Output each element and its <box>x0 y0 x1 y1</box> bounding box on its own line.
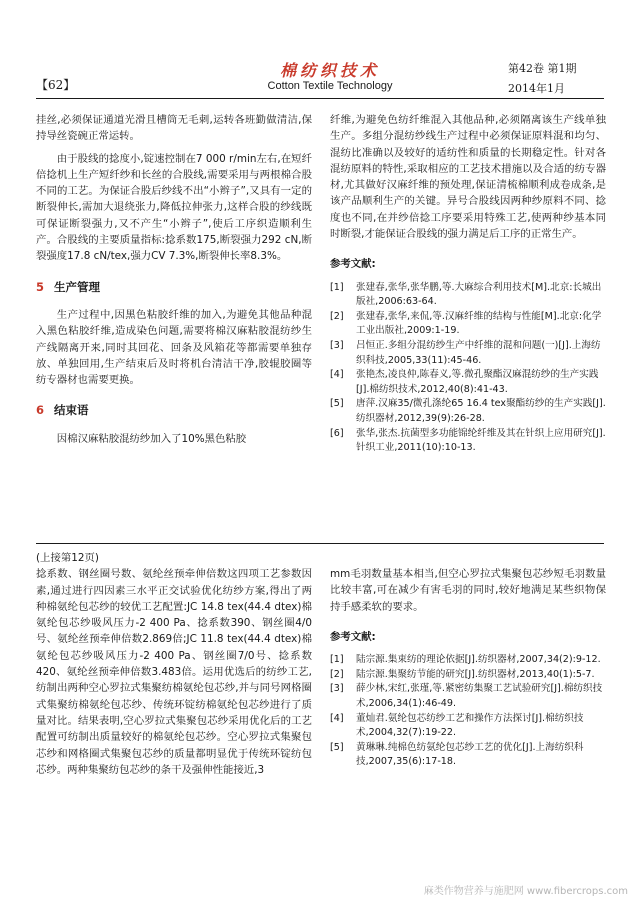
reference-item <box>330 368 606 397</box>
section-title: 生产管理 <box>54 279 101 294</box>
section-heading-5 <box>36 279 312 295</box>
reference-text: 黄琳琳.纯棉色纺氨纶包芯纱工艺的优化[J].上海纺织科技,2007,35(6):17-18. <box>356 741 584 768</box>
reference-text: 唐萍.汉麻35/微孔涤纶65 16.4 tex聚酯纺纱的生产实践[J].纺织器材,2012,39(9):26-28. <box>356 398 606 425</box>
reference-number: [5] <box>330 398 344 410</box>
reference-text: 张建春,张华,张华鹏,等.大麻综合利用技术[M].北京:长城出版社,2006:63-64. <box>356 281 602 308</box>
continuation-note: (上接第12页) <box>36 552 99 564</box>
reference-text: 张建春,张华,来侃,等.汉麻纤维的结构与性能[M].北京:化学工业出版社,2009:1-19. <box>356 310 602 337</box>
reference-text: 张华,张杰.抗菌型多功能锦纶纤维及其在针织上应用研究[J].针织工业,2011(10):10-13. <box>356 427 606 454</box>
reference-item <box>330 682 606 711</box>
section-heading-6 <box>36 402 312 418</box>
reference-list <box>330 653 606 770</box>
references-heading: 参考文献: <box>330 630 376 643</box>
reference-item <box>330 668 606 683</box>
section-title: 结束语 <box>54 403 89 418</box>
reference-item <box>330 281 606 310</box>
reference-item <box>330 397 606 426</box>
reference-text: 陆宗源.集聚纺节能的研究[J].纺织器材,2013,40(1):5-7. <box>356 668 595 680</box>
reference-number: [3] <box>330 683 344 695</box>
top-right-column <box>330 112 606 456</box>
paragraph: 生产过程中,因黑色粘胶纤维的加入,为避免其他品种混入黑色粘胶纤维,造成染色问题,需要将棉汉麻粘胶混纺纱生产线隔离开来,同时其回花、回条及风箱花等都需要单独存放、单独回用,生产结束后及时将机台清洁干净,胶辊胶圈等纺专器材也需要更换。 <box>36 308 312 387</box>
reference-text: 张艳杰,凌良仲,陈春义,等.微孔聚酯汉麻混纺纱的生产实践[J].棉纺织技术,2012,40(8):41-43. <box>356 369 599 395</box>
paragraph: 纤维,为避免色纺纤维混入其他品种,必须隔离该生产线单独生产。多组分混纺纱线生产过程中必须保证原料混和均匀、混纺比准确以及较好的适纺性和质量的长期稳定性。针对各混纺原料的特性,采取相应的工艺技术措施以及合适的纺专器材,尤其做好汉麻纤维的预处理,保证清梳棉顺利成卷成条,是该产品顺利生产的关键。异号合股线因两种纱原料不同、捻度也不同,在并纱倍捻工序要采用特殊工艺,使两种纱基本同时断裂,才能保证合股线的强力满足后工序的正常生产。 <box>330 114 606 241</box>
watermark: 麻类作物营养与施肥网 www.fibercrops.com <box>423 886 628 897</box>
reference-number: [3] <box>330 340 344 352</box>
section-number: 6 <box>36 403 45 418</box>
section-divider <box>36 543 604 544</box>
journal-logo: 棉纺织技术 <box>279 61 380 80</box>
reference-number: [2] <box>330 310 344 322</box>
top-left-column <box>36 112 312 447</box>
section-number: 5 <box>36 279 45 294</box>
reference-item <box>330 712 606 741</box>
paragraph: 因棉汉麻粘胶混纺纱加入了10%黑色粘胶 <box>56 432 247 445</box>
reference-text: 吕恒正.多组分混纺纱生产中纤维的混和问题(一)[J].上海纺织科技,2005,33(11):45-46. <box>356 340 601 366</box>
reference-item <box>330 339 606 368</box>
reference-number: [6] <box>330 427 344 439</box>
reference-text: 薛少林,宋红,张瑾,等.紧密纺集聚工艺试验研究[J].棉纺织技术,2006,34(1):46-49. <box>356 683 603 709</box>
references-heading: 参考文献: <box>330 258 376 271</box>
bottom-right-column <box>330 550 606 770</box>
journal-english-title: Cotton Textile Technology <box>267 80 393 92</box>
bottom-left-column <box>36 550 312 778</box>
reference-item <box>330 741 606 770</box>
reference-number: [5] <box>330 741 344 753</box>
paragraph: 挂丝,必须保证通道光滑且槽筒无毛刺,运转各班勤做清洁,保持导丝瓷碗正常运转。 <box>36 114 312 143</box>
reference-number: [1] <box>330 654 344 666</box>
reference-number: [4] <box>330 712 344 724</box>
reference-text: 陆宗源.集束纺的理论依据[J].纺织器材,2007,34(2):9-12. <box>356 654 601 666</box>
paragraph: 捻系数、钢丝圈号数、氨纶丝预牵伸倍数这四项工艺参数因素,通过进行四因素三水平正交试验优化纺纱方案,得出了两种棉氨纶包芯纱的较优工艺配置:JC 14.8 tex(44.4 dtex)棉氨纶包芯纱吸风压力-2 400 Pa、捻系数390、钢丝圈4/0号、氨纶丝预牵伸倍数2.869倍;JC 11.8 tex(44.4 dtex)棉氨纶包芯纱吸风压力-2 400 Pa、钢丝圈7/0号、捻系数420、氨纶丝预牵伸倍数3.483倍。运用优选后的纺纱工艺,纺制出两种空心罗拉式集聚纺棉氨纶包芯纱,并与同号网格圈式集聚纺棉氨纶包芯纱、传统环锭纺棉氨纶包芯纱进行了质量对比。结果表明,空心罗拉式集聚包芯纱采用优化后的工艺配置可纺制出质量较好的棉氨纶包芯纱。空心罗拉式集聚包芯纱和网格圈式集聚包芯纱的质量都明显优于传统环锭纺包芯纱。两种集聚纺包芯纱的条干及强伸性能接近,3 <box>36 568 312 776</box>
header-rule <box>36 98 604 99</box>
reference-number: [2] <box>330 668 344 680</box>
reference-item <box>330 653 606 668</box>
paragraph: 由于股线的捻度小,锭速控制在7 000 r/min左右,在短纤倍捻机上生产短纤纱和长丝的合股线,需要采用与两根棉合股不同的工艺。为保证合股后纱线不出“小辫子”,又具有一定的断裂伸长,需加大退绕张力,降低拉伸张力,这样合股的纱线既可保证断裂强力,又不产生“小辫子”,使后工序织造顺利生产。合股线的主要质量指标:捻系数175,断裂强力292 cN,断裂强度17.8 cN/tex,强力CV 7.3%,断裂伸长率8.3%。 <box>36 152 312 263</box>
reference-number: [1] <box>330 281 344 293</box>
reference-item <box>330 427 606 456</box>
volume-issue: 第42卷 第1期 <box>508 62 577 75</box>
reference-number: [4] <box>330 369 344 381</box>
paragraph: mm毛羽数量基本相当,但空心罗拉式集聚包芯纱短毛羽数量比较丰富,可在减少有害毛羽的同时,较好地满足某些织物保持手感柔软的要求。 <box>330 568 606 613</box>
reference-text: 董灿君.氨纶包芯纺纱工艺和操作方法探讨[J].棉纺织技术,2004,32(7):19-22. <box>356 712 584 739</box>
reference-item <box>330 310 606 339</box>
reference-list <box>330 281 606 456</box>
page-number: 【62】 <box>36 78 76 92</box>
issue-date: 2014年1月 <box>508 82 565 95</box>
